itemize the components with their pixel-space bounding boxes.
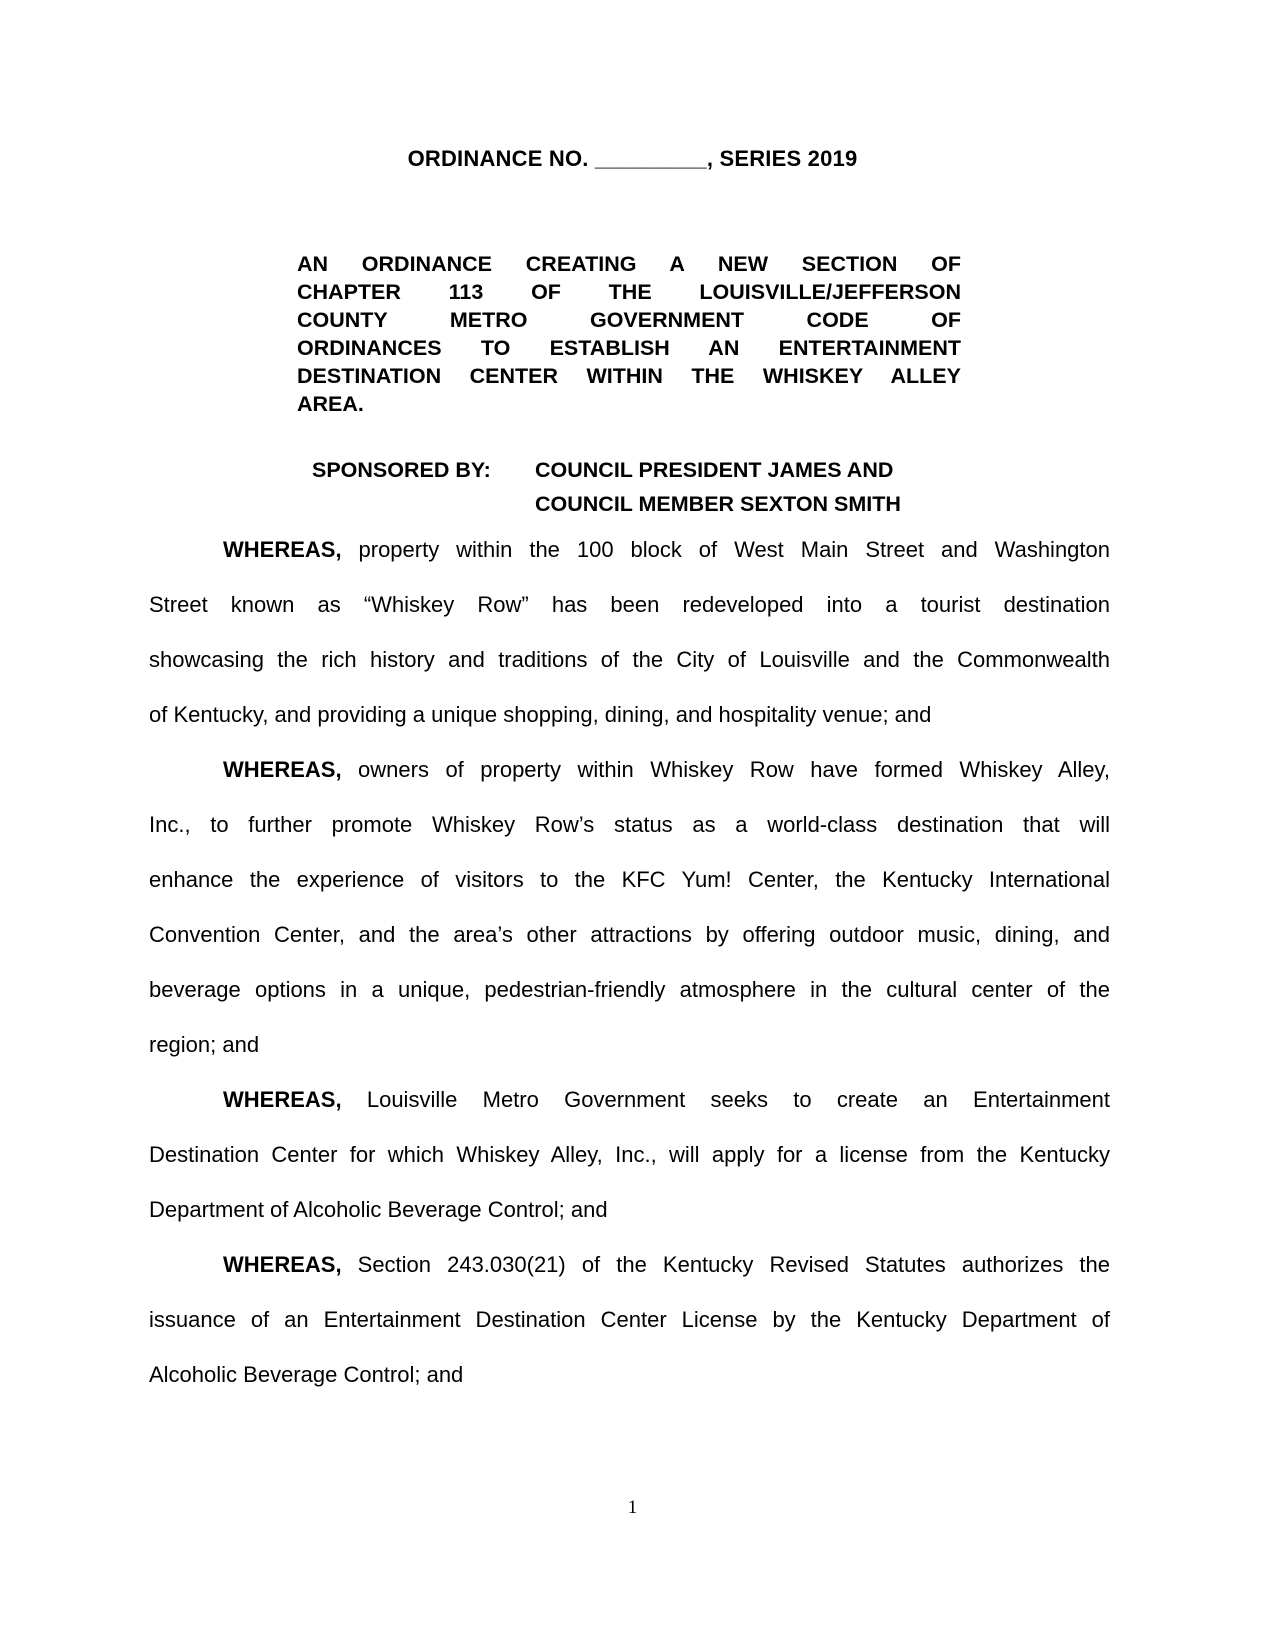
- sponsor-line: COUNCIL PRESIDENT JAMES AND: [535, 458, 894, 482]
- paragraph-text: Section 243.030(21) of the Kentucky Revised Statutes authorizes the: [341, 1252, 1110, 1277]
- paragraph-line: [223, 537, 1110, 563]
- caption-line: COUNTY METRO GOVERNMENT CODE OF: [297, 308, 961, 332]
- paragraph-line: Convention Center, and the area’s other attractions by offering outdoor music, dining, and: [149, 922, 1110, 947]
- caption-line: DESTINATION CENTER WITHIN THE WHISKEY ALLEY: [297, 364, 961, 388]
- ordinance-caption: [297, 250, 961, 418]
- ordinance-title: ORDINANCE NO. _________, SERIES 2019: [407, 146, 858, 171]
- paragraph-line: of Kentucky, and providing a unique shopping, dining, and hospitality venue; and: [149, 702, 932, 727]
- whereas-lead: WHEREAS,: [223, 1252, 342, 1277]
- paragraph-line: [223, 757, 1110, 783]
- paragraph-text: Louisville Metro Government seeks to create an Entertainment: [341, 1087, 1110, 1112]
- paragraph-line: Alcoholic Beverage Control; and: [149, 1362, 464, 1387]
- paragraph-line: enhance the experience of visitors to the KFC Yum! Center, the Kentucky International: [149, 867, 1110, 892]
- caption-line: AREA.: [297, 392, 364, 416]
- paragraph-line: Department of Alcoholic Beverage Control; and: [149, 1197, 608, 1222]
- paragraph-line: Inc., to further promote Whiskey Row’s status as a world-class destination that will: [149, 812, 1110, 837]
- paragraph-line: beverage options in a unique, pedestrian-friendly atmosphere in the cultural center of the: [149, 977, 1110, 1002]
- paragraph-text: owners of property within Whiskey Row have formed Whiskey Alley,: [341, 757, 1110, 782]
- paragraph-line: issuance of an Entertainment Destination Center License by the Kentucky Department of: [149, 1307, 1110, 1332]
- paragraph-line: Street known as “Whiskey Row” has been redeveloped into a tourist destination: [149, 592, 1110, 617]
- sponsor-label: SPONSORED BY:: [312, 458, 491, 482]
- paragraph-line: [223, 1087, 1110, 1113]
- whereas-lead: WHEREAS,: [223, 537, 342, 562]
- paragraph-text: property within the 100 block of West Main Street and Washington: [341, 537, 1110, 562]
- caption-line: AN ORDINANCE CREATING A NEW SECTION OF: [297, 252, 961, 276]
- sponsor-line: COUNCIL MEMBER SEXTON SMITH: [535, 492, 901, 516]
- paragraph-line: Destination Center for which Whiskey Alley, Inc., will apply for a license from the Kentucky: [149, 1142, 1110, 1167]
- caption-line: ORDINANCES TO ESTABLISH AN ENTERTAINMENT: [297, 336, 961, 360]
- paragraph-line: region; and: [149, 1032, 260, 1057]
- caption-line: CHAPTER 113 OF THE LOUISVILLE/JEFFERSON: [297, 280, 961, 304]
- whereas-lead: WHEREAS,: [223, 1087, 342, 1112]
- paragraph-line: [223, 1252, 1110, 1278]
- whereas-lead: WHEREAS,: [223, 757, 342, 782]
- page-number: 1: [627, 1497, 638, 1518]
- paragraph-line: showcasing the rich history and traditions of the City of Louisville and the Commonwealth: [149, 647, 1110, 672]
